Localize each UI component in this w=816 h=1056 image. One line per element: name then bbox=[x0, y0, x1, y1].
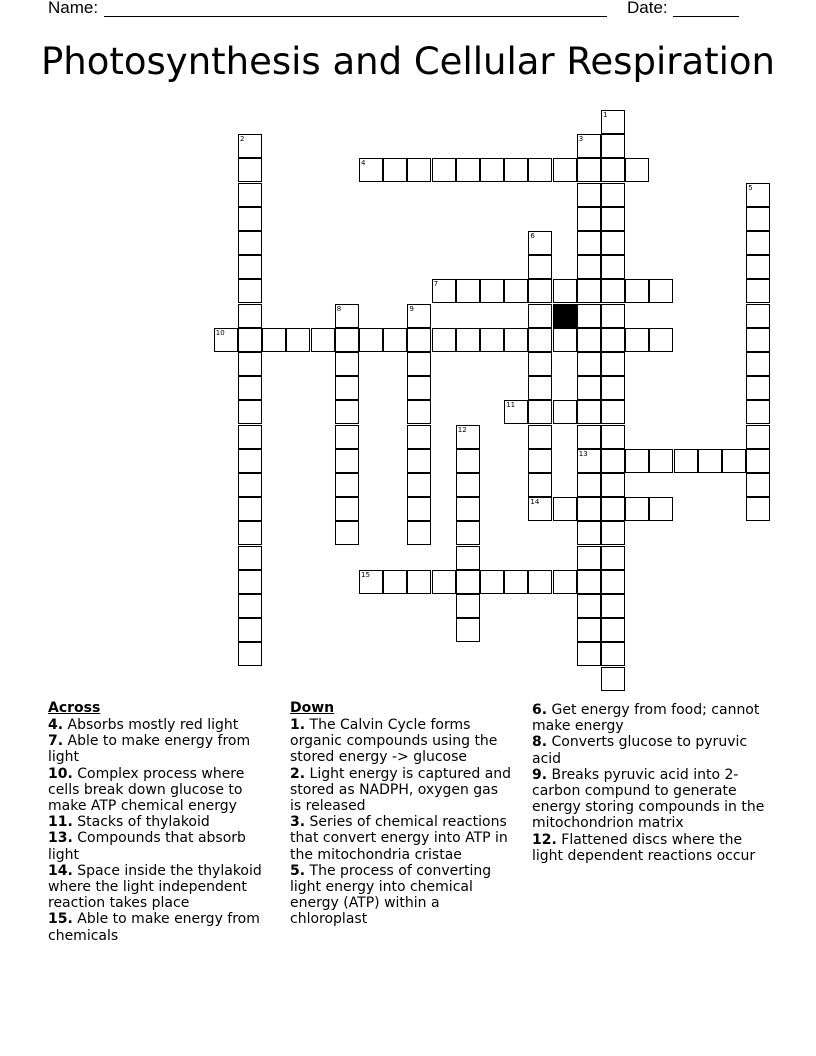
crossword-cell[interactable] bbox=[407, 158, 431, 182]
crossword-cell[interactable] bbox=[601, 667, 625, 691]
crossword-cell[interactable] bbox=[528, 279, 552, 303]
crossword-cell[interactable] bbox=[601, 497, 625, 521]
cell-number: 6 bbox=[530, 232, 535, 240]
crossword-cell[interactable] bbox=[577, 618, 601, 642]
crossword-cell[interactable] bbox=[407, 449, 431, 473]
clue-number: 9. bbox=[532, 766, 548, 783]
crossword-cell[interactable] bbox=[528, 425, 552, 449]
across-heading: Across bbox=[48, 700, 101, 716]
cell-number: 1 bbox=[603, 111, 608, 119]
crossword-cell[interactable] bbox=[480, 158, 504, 182]
clue-item bbox=[48, 766, 270, 815]
clue-item bbox=[532, 702, 772, 734]
clue-number: 1. bbox=[290, 717, 306, 733]
clue-item bbox=[48, 814, 270, 830]
crossword-cell[interactable] bbox=[601, 376, 625, 400]
crossword-cell[interactable] bbox=[383, 328, 407, 352]
crossword-cell[interactable] bbox=[601, 449, 625, 473]
clue-text: The Calvin Cycle forms organic compounds using the stored energy -> glucose bbox=[290, 717, 498, 766]
cell-number: 5 bbox=[748, 183, 753, 192]
crossword-cell[interactable] bbox=[601, 328, 625, 352]
crossword-cell[interactable] bbox=[528, 449, 552, 473]
clue-item bbox=[48, 717, 270, 733]
crossword-cell[interactable] bbox=[286, 328, 310, 352]
crossword-cell[interactable] bbox=[601, 642, 625, 666]
crossword-cell[interactable] bbox=[480, 328, 504, 352]
clue-item bbox=[48, 830, 270, 862]
page-title: Photosynthesis and Cellular Respiration bbox=[40, 40, 775, 83]
crossword-cell[interactable] bbox=[746, 376, 770, 400]
crossword-cell[interactable] bbox=[432, 328, 456, 352]
cell-number: 10 bbox=[215, 328, 225, 337]
crossword-cell[interactable] bbox=[238, 207, 262, 231]
clue-text: The process of converting light energy into chemical energy (ATP) within a chloroplast bbox=[290, 862, 492, 928]
crossword-cell[interactable] bbox=[577, 255, 601, 279]
crossword-cell[interactable] bbox=[746, 473, 770, 497]
crossword-cell[interactable] bbox=[649, 328, 673, 352]
crossword-cell[interactable] bbox=[383, 158, 407, 182]
crossword-cell[interactable] bbox=[553, 570, 577, 594]
name-label: Name: bbox=[48, 0, 99, 17]
crossword-cell[interactable] bbox=[528, 158, 552, 182]
crossword-cell[interactable] bbox=[238, 328, 262, 352]
crossword-cell[interactable] bbox=[577, 304, 601, 328]
clue-number: 11. bbox=[48, 814, 73, 831]
crossword-cell[interactable] bbox=[238, 642, 262, 666]
crossword-cell[interactable] bbox=[504, 279, 528, 303]
crossword-cell[interactable] bbox=[407, 521, 431, 545]
crossword-cell[interactable] bbox=[456, 594, 480, 618]
crossword-cell[interactable] bbox=[577, 546, 601, 570]
clue-number: 7. bbox=[48, 733, 64, 750]
clue-text: Able to make energy from light bbox=[48, 733, 251, 766]
crossword-cell[interactable] bbox=[504, 328, 528, 352]
crossword-cell[interactable] bbox=[601, 425, 625, 449]
crossword-cell[interactable] bbox=[504, 570, 528, 594]
crossword-cell[interactable] bbox=[238, 376, 262, 400]
down-clues bbox=[290, 700, 512, 928]
crossword-cell[interactable] bbox=[456, 279, 480, 303]
crossword-cell[interactable] bbox=[238, 158, 262, 182]
crossword-cell[interactable] bbox=[335, 352, 359, 376]
crossword-cell[interactable] bbox=[746, 449, 770, 473]
clue-number: 8. bbox=[532, 734, 548, 751]
clue-text: Breaks pyruvic acid into 2-carbon compund to generate energy storing compounds in the mitochondrion matrix bbox=[532, 766, 765, 832]
clue-number: 6. bbox=[532, 702, 548, 718]
crossword-cell[interactable] bbox=[577, 231, 601, 255]
crossword-cell[interactable] bbox=[407, 570, 431, 594]
cell-number: 14 bbox=[530, 498, 540, 507]
crossword-cell[interactable] bbox=[238, 594, 262, 618]
crossword-cell[interactable] bbox=[625, 449, 649, 473]
across-clues bbox=[48, 700, 270, 944]
crossword-cell[interactable] bbox=[601, 158, 625, 182]
crossword-cell[interactable] bbox=[601, 207, 625, 231]
crossword-cell[interactable] bbox=[625, 158, 649, 182]
clue-text: Converts glucose to pyruvic acid bbox=[532, 734, 748, 767]
crossword-cell[interactable] bbox=[238, 473, 262, 497]
crossword-cell[interactable] bbox=[722, 449, 746, 473]
crossword-cell[interactable] bbox=[577, 279, 601, 303]
crossword-cell[interactable] bbox=[674, 449, 698, 473]
crossword-cell[interactable] bbox=[335, 449, 359, 473]
clue-item bbox=[532, 832, 772, 864]
crossword-cell[interactable] bbox=[335, 497, 359, 521]
crossword-cell[interactable] bbox=[553, 497, 577, 521]
crossword-cell[interactable] bbox=[335, 521, 359, 545]
crossword-cell[interactable] bbox=[238, 352, 262, 376]
crossword-cell[interactable] bbox=[649, 497, 673, 521]
crossword-cell[interactable] bbox=[407, 328, 431, 352]
crossword-cell[interactable] bbox=[649, 279, 673, 303]
crossword-cell[interactable] bbox=[625, 497, 649, 521]
crossword-cell[interactable] bbox=[746, 400, 770, 424]
date-label: Date: bbox=[627, 0, 668, 17]
crossword-cell[interactable] bbox=[528, 376, 552, 400]
crossword-cell[interactable] bbox=[601, 618, 625, 642]
clue-item bbox=[48, 863, 270, 912]
crossword-cell[interactable] bbox=[746, 425, 770, 449]
clue-number: 12. bbox=[532, 831, 557, 848]
crossword-cell[interactable] bbox=[528, 304, 552, 328]
crossword-cell[interactable] bbox=[746, 497, 770, 521]
crossword-cell[interactable] bbox=[528, 328, 552, 352]
crossword-cell[interactable] bbox=[577, 207, 601, 231]
crossword-cell[interactable] bbox=[601, 352, 625, 376]
crossword-cell[interactable] bbox=[456, 521, 480, 545]
crossword-cell[interactable] bbox=[601, 231, 625, 255]
crossword-cell[interactable] bbox=[456, 497, 480, 521]
cell-number: 12 bbox=[457, 425, 467, 434]
crossword-cell[interactable] bbox=[238, 618, 262, 642]
clue-item bbox=[532, 734, 772, 766]
crossword-cell[interactable] bbox=[577, 521, 601, 545]
clue-item bbox=[532, 767, 772, 832]
crossword-cell[interactable] bbox=[504, 158, 528, 182]
cell-number: 8 bbox=[336, 304, 342, 313]
crossword-cell[interactable] bbox=[456, 449, 480, 473]
crossword-cell[interactable] bbox=[238, 400, 262, 424]
crossword-cell[interactable] bbox=[335, 425, 359, 449]
crossword-cell[interactable] bbox=[238, 570, 262, 594]
clue-text: Light energy is captured and stored as NADPH, oxygen gas is released bbox=[290, 765, 512, 815]
crossword-cell[interactable] bbox=[359, 328, 383, 352]
cell-number: 3 bbox=[578, 135, 584, 144]
crossword-cell[interactable] bbox=[577, 328, 601, 352]
crossword-cell[interactable] bbox=[238, 497, 262, 521]
clue-item bbox=[290, 717, 512, 766]
crossword-cell[interactable] bbox=[577, 158, 601, 182]
crossword-cell[interactable] bbox=[577, 425, 601, 449]
crossword-cell[interactable] bbox=[601, 546, 625, 570]
crossword-cell[interactable] bbox=[577, 570, 601, 594]
crossword-cell[interactable] bbox=[407, 425, 431, 449]
clue-item bbox=[48, 733, 270, 765]
clue-item bbox=[290, 814, 512, 863]
clue-text: Able to make energy from chemicals bbox=[48, 911, 260, 944]
crossword-cell[interactable] bbox=[238, 255, 262, 279]
cell-number: 4 bbox=[361, 159, 366, 168]
crossword-cell[interactable] bbox=[480, 570, 504, 594]
crossword-cell[interactable] bbox=[577, 497, 601, 521]
clue-text: Complex process where cells break down glucose to make ATP chemical energy bbox=[48, 765, 245, 815]
cell-number: 15 bbox=[361, 570, 370, 579]
clue-text: Stacks of thylakoid bbox=[72, 814, 210, 831]
crossword-cell[interactable] bbox=[601, 255, 625, 279]
crossword-cell[interactable] bbox=[335, 328, 359, 352]
cell-number: 11 bbox=[506, 401, 516, 410]
crossword-cell[interactable] bbox=[746, 328, 770, 352]
clue-text: Flattened discs where the light dependent reactions occur bbox=[532, 831, 756, 864]
crossword-cell[interactable] bbox=[432, 570, 456, 594]
down-heading: Down bbox=[290, 700, 335, 716]
crossword-cell[interactable] bbox=[456, 546, 480, 570]
clue-text: Space inside the thylakoid where the light independent reaction takes place bbox=[48, 862, 262, 912]
cell-number: 2 bbox=[240, 135, 245, 144]
crossword-cell[interactable] bbox=[335, 376, 359, 400]
crossword-cell[interactable] bbox=[311, 328, 335, 352]
crossword-cell[interactable] bbox=[577, 473, 601, 497]
crossword-cell[interactable] bbox=[601, 473, 625, 497]
crossword-cell[interactable] bbox=[432, 158, 456, 182]
crossword-cell[interactable] bbox=[577, 376, 601, 400]
crossword-cell[interactable] bbox=[238, 279, 262, 303]
crossword-cell[interactable] bbox=[625, 279, 649, 303]
crossword-cell[interactable] bbox=[238, 231, 262, 255]
crossword-cell[interactable] bbox=[238, 425, 262, 449]
crossword-cell[interactable] bbox=[238, 449, 262, 473]
clue-text: Compounds that absorb light bbox=[48, 830, 246, 863]
crossword-cell[interactable] bbox=[698, 449, 722, 473]
clue-number: 14. bbox=[48, 862, 73, 879]
crossword-cell[interactable] bbox=[553, 279, 577, 303]
crossword-cell[interactable] bbox=[335, 400, 359, 424]
crossword-cell[interactable] bbox=[577, 352, 601, 376]
crossword-cell[interactable] bbox=[746, 352, 770, 376]
crossword-cell[interactable] bbox=[480, 279, 504, 303]
crossword-cell[interactable] bbox=[238, 183, 262, 207]
clue-text: Absorbs mostly red light bbox=[63, 717, 239, 733]
crossword-cell[interactable] bbox=[456, 473, 480, 497]
crossword-cell[interactable] bbox=[746, 231, 770, 255]
crossword-cell[interactable] bbox=[407, 497, 431, 521]
clue-number: 13. bbox=[48, 830, 73, 847]
clue-text: Series of chemical reactions that convert energy into ATP in the mitochondria cristae bbox=[290, 814, 508, 863]
clue-number: 3. bbox=[290, 814, 306, 831]
crossword-cell[interactable] bbox=[746, 207, 770, 231]
crossword-cell[interactable] bbox=[528, 570, 552, 594]
crossword-cell[interactable] bbox=[553, 400, 577, 424]
crossword-cell[interactable] bbox=[238, 521, 262, 545]
crossword-cell[interactable] bbox=[601, 304, 625, 328]
crossword-cell[interactable] bbox=[528, 400, 552, 424]
crossword-cell[interactable] bbox=[746, 255, 770, 279]
crossword-cell[interactable] bbox=[577, 183, 601, 207]
crossword-cell[interactable] bbox=[577, 400, 601, 424]
clue-number: 5. bbox=[290, 862, 306, 879]
crossword-cell[interactable] bbox=[553, 158, 577, 182]
crossword-cell[interactable] bbox=[601, 279, 625, 303]
crossword-cell[interactable] bbox=[238, 546, 262, 570]
cell-number: 9 bbox=[409, 304, 414, 313]
crossword-cell[interactable] bbox=[456, 158, 480, 182]
crossword-cell[interactable] bbox=[746, 279, 770, 303]
crossword-cell[interactable] bbox=[577, 594, 601, 618]
clue-number: 10. bbox=[48, 765, 73, 782]
crossword-cell[interactable] bbox=[407, 352, 431, 376]
crossword-cell[interactable] bbox=[456, 618, 480, 642]
crossword-cell[interactable] bbox=[335, 473, 359, 497]
clue-number: 4. bbox=[48, 717, 64, 733]
clue-item bbox=[290, 766, 512, 815]
crossword-cell[interactable] bbox=[649, 449, 673, 473]
black-cell bbox=[553, 304, 577, 328]
clue-number: 15. bbox=[48, 911, 73, 928]
crossword-cell[interactable] bbox=[601, 183, 625, 207]
crossword-cell[interactable] bbox=[456, 570, 480, 594]
crossword-cell[interactable] bbox=[407, 473, 431, 497]
crossword-cell[interactable] bbox=[746, 304, 770, 328]
crossword-cell[interactable] bbox=[528, 473, 552, 497]
crossword-cell[interactable] bbox=[407, 400, 431, 424]
crossword-cell[interactable] bbox=[383, 570, 407, 594]
crossword-cell[interactable] bbox=[601, 594, 625, 618]
crossword-cell[interactable] bbox=[528, 352, 552, 376]
clue-item bbox=[290, 863, 512, 928]
crossword-cell[interactable] bbox=[528, 255, 552, 279]
clue-number: 2. bbox=[290, 765, 306, 782]
crossword-cell[interactable] bbox=[601, 400, 625, 424]
crossword-cell[interactable] bbox=[601, 134, 625, 158]
crossword-cell[interactable] bbox=[601, 570, 625, 594]
clue-item bbox=[48, 911, 270, 943]
crossword-cell[interactable] bbox=[601, 521, 625, 545]
crossword-cell[interactable] bbox=[625, 328, 649, 352]
crossword-cell[interactable] bbox=[553, 328, 577, 352]
crossword-cell[interactable] bbox=[456, 328, 480, 352]
crossword-cell[interactable] bbox=[262, 328, 286, 352]
cell-number: 7 bbox=[433, 280, 439, 289]
cell-number: 13 bbox=[578, 449, 588, 458]
clue-text: Get energy from food; cannot make energy bbox=[532, 702, 760, 735]
crossword-cell[interactable] bbox=[407, 376, 431, 400]
down-clues-continued bbox=[532, 702, 772, 864]
crossword-cell[interactable] bbox=[238, 304, 262, 328]
crossword-cell[interactable] bbox=[577, 642, 601, 666]
